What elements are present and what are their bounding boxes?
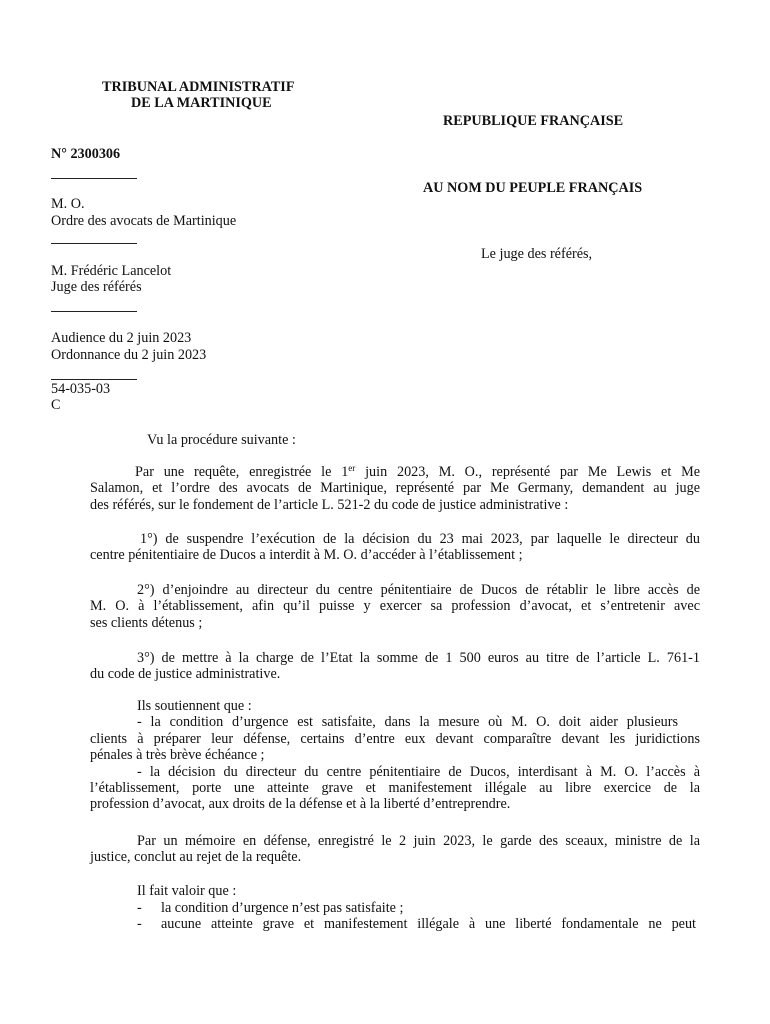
bullet-dash: - (137, 900, 142, 916)
paragraph-line: justice, conclut au rejet de la requête. (90, 849, 302, 866)
separator-rule (51, 379, 137, 380)
paragraph-line: centre pénitentiaire de Ducos a interdit à M. O. d’accéder à l’établissement ; (90, 547, 523, 564)
procedure-intro: Vu la procédure suivante : (147, 432, 296, 448)
judge-heading: Le juge des référés, (481, 246, 593, 262)
party-bar-association: Ordre des avocats de Martinique (51, 213, 237, 229)
defense-arguments-intro: Il fait valoir que : (137, 883, 237, 899)
publication-letter: C (51, 397, 61, 413)
judge-role: Juge des référés (51, 279, 142, 295)
case-number: N° 2300306 (51, 146, 121, 162)
paragraph-line: - la condition d’urgence est satisfaite, dans la mesure où M. O. doit aider plusieurs (137, 714, 678, 731)
classification-code: 54-035-03 (51, 381, 111, 397)
order-date: Ordonnance du 2 juin 2023 (51, 347, 207, 363)
paragraph-line: Ils soutiennent que : (137, 698, 252, 714)
court-name-line2: DE LA MARTINIQUE (131, 95, 272, 111)
paragraph-conclusion-2 (90, 582, 700, 631)
paragraph-line: pénales à très brève échéance ; (90, 747, 265, 764)
paragraph-line: du code de justice administrative. (90, 666, 281, 683)
paragraph-line: 2°) d’enjoindre au directeur du centre pénitentiaire de Ducos de rétablir le libre accès de (137, 582, 700, 598)
paragraph-line: 1°) de suspendre l’exécution de la décision du 23 mai 2023, par laquelle le directeur du (140, 531, 700, 547)
separator-rule (51, 178, 137, 179)
judge-name: M. Frédéric Lancelot (51, 263, 172, 279)
bullet-dash: - (137, 916, 142, 932)
paragraph-arguments (90, 698, 700, 813)
paragraph-line (90, 464, 700, 480)
paragraph-line: des référés, sur le fondement de l’article L. 521-2 du code de justice administrative : (90, 496, 569, 513)
paragraph-line: 3°) de mettre à la charge de l’Etat la somme de 1 500 euros au titre de l’article L. 761-1 (137, 650, 700, 666)
paragraph-line: l’établissement, porte une atteinte grave et manifestement illégale au libre exercice de la (90, 780, 700, 797)
paragraph-line: ses clients détenus ; (90, 614, 203, 631)
bullet-item: aucune atteinte grave et manifestement illégale à une liberté fondamentale ne peut (161, 916, 696, 932)
hearing-date: Audience du 2 juin 2023 (51, 330, 192, 346)
paragraph-line: Salamon, et l’ordre des avocats de Martinique, représenté par Me Germany, demandent au juge (90, 480, 700, 497)
in-the-name-heading: AU NOM DU PEUPLE FRANÇAIS (423, 180, 643, 196)
paragraph-defense (90, 833, 700, 866)
paragraph-conclusion-1 (90, 531, 700, 564)
separator-rule (51, 243, 137, 244)
paragraph-request (90, 464, 700, 513)
bullet-item: la condition d’urgence n’est pas satisfaite ; (161, 900, 404, 916)
paragraph-conclusion-3 (90, 650, 700, 683)
paragraph-line: clients à préparer leur défense, certains d’entre eux devant comparaître devant les juridictions (90, 730, 700, 747)
paragraph-line: Par un mémoire en défense, enregistré le 2 juin 2023, le garde des sceaux, ministre de la (137, 833, 700, 849)
paragraph-line: profession d’avocat, aux droits de la défense et à la liberté d’entreprendre. (90, 796, 511, 813)
party-name: M. O. (51, 196, 85, 212)
paragraph-line: - la décision du directeur du centre pénitentiaire de Ducos, interdisant à M. O. l’accès à (137, 763, 700, 780)
text-span: juin 2023, M. O., représenté par Me Lewis et Me (355, 464, 700, 480)
superscript: er (348, 463, 356, 473)
separator-rule (51, 311, 137, 312)
paragraph-line: M. O. à l’établissement, afin qu’il puisse y exercer sa profession d’avocat, et s’entretenir avec (90, 598, 700, 615)
text-span: Par une requête, enregistrée le 1 (135, 464, 349, 480)
republic-heading: REPUBLIQUE FRANÇAISE (443, 113, 624, 129)
court-name-line1: TRIBUNAL ADMINISTRATIF (102, 79, 295, 95)
